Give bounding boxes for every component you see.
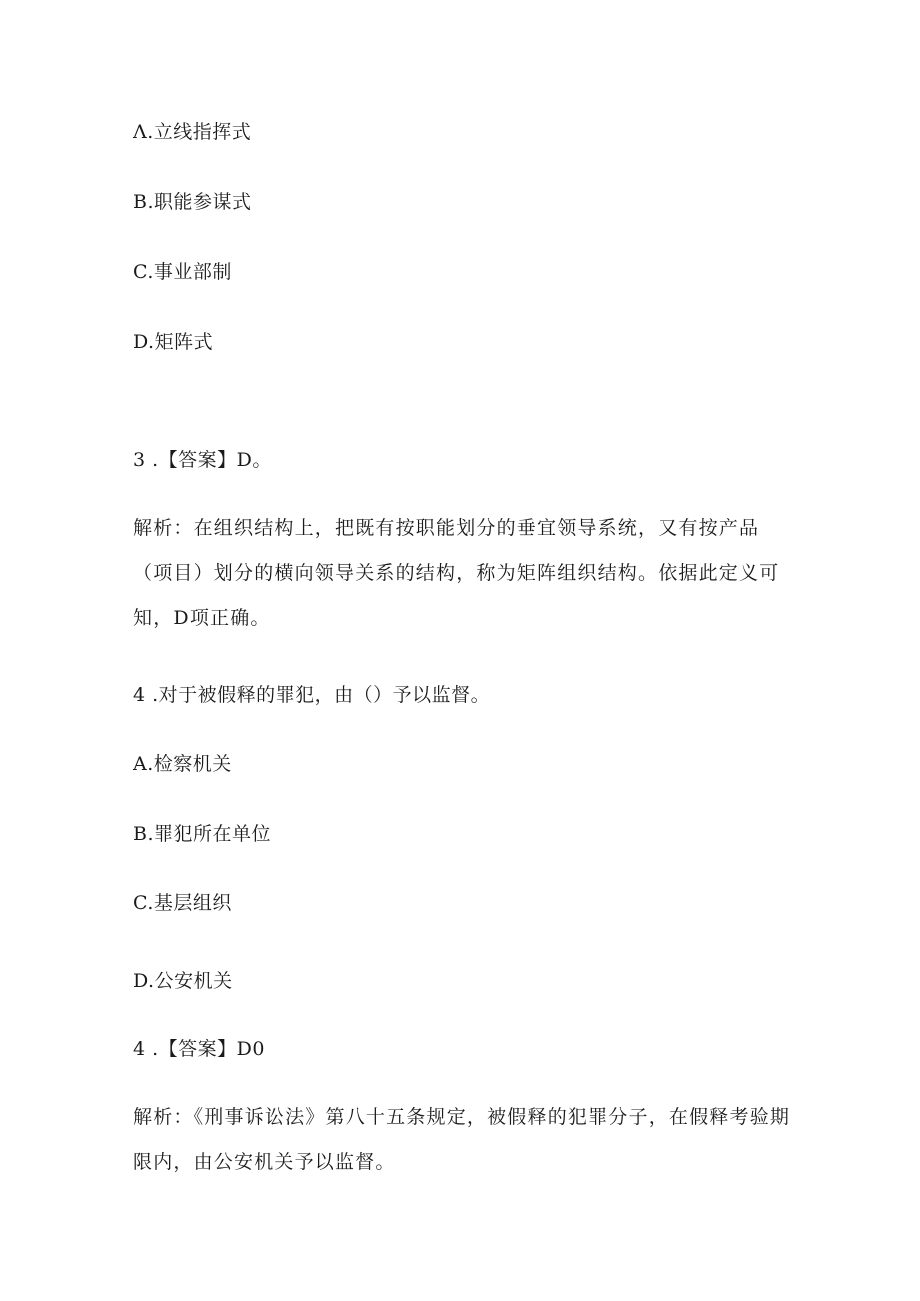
- q3-option-d: D.矩阵式: [133, 331, 214, 353]
- q4-option-d: D.公安机关: [133, 970, 233, 992]
- q4-option-c: C.基层组织: [133, 892, 232, 914]
- q3-answer-heading: 3 .【答案】D。: [133, 449, 272, 471]
- q4-question: 4 .对于被假释的罪犯，由（）予以监督。: [133, 684, 491, 706]
- q3-analysis: 解析：在组织结构上，把既有按职能划分的垂宜领导系统，又有按产品（项目）划分的横向领导关系的结构，称为矩阵组织结构。依据此定义可知，D项正确。: [133, 517, 780, 629]
- q4-option-a: A.检察机关: [133, 753, 232, 775]
- q4-option-b: B.罪犯所在单位: [133, 823, 272, 845]
- q3-option-b: B.职能参谋式: [133, 191, 252, 213]
- q4-analysis: 解析：《刑事诉讼法》第八十五条规定，被假释的犯罪分子，在假释考验期限内，由公安机关予以监督。: [133, 1106, 791, 1173]
- q4-answer-heading: 4 .【答案】D0: [133, 1038, 265, 1060]
- q3-option-c: C.事业部制: [133, 261, 232, 283]
- q3-option-a: Λ.立线指挥式: [133, 121, 252, 143]
